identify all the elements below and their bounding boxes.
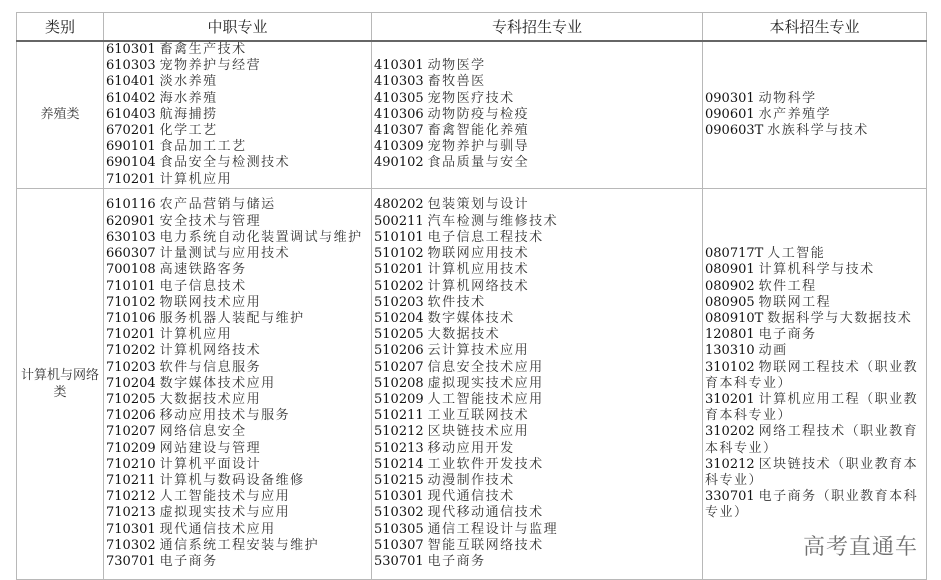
list-item bbox=[374, 376, 702, 392]
major-code: 130310 bbox=[705, 343, 755, 359]
major-name: 计算机平面设计 bbox=[159, 456, 262, 472]
major-name: 物联网工程技术（职业教育本科专业） bbox=[705, 359, 919, 391]
list-item bbox=[374, 360, 702, 376]
watermark: 高考直通车 bbox=[803, 535, 919, 560]
major-name: 动物科学 bbox=[758, 90, 817, 106]
major-name: 海水养殖 bbox=[159, 90, 218, 106]
list-item bbox=[374, 230, 702, 246]
major-name: 水产养殖学 bbox=[758, 106, 832, 122]
table-row bbox=[17, 41, 927, 188]
major-code: 510102 bbox=[374, 246, 424, 262]
major-code: 510213 bbox=[374, 440, 424, 456]
major-code: 610402 bbox=[106, 90, 156, 106]
major-name: 农产品营销与储运 bbox=[159, 197, 276, 213]
list-item bbox=[374, 91, 702, 107]
major-code: 610116 bbox=[106, 197, 156, 213]
list-item bbox=[374, 392, 702, 408]
major-code: 690101 bbox=[106, 139, 156, 155]
major-name: 物联网工程 bbox=[758, 294, 832, 310]
major-name: 计算机应用技术 bbox=[427, 262, 530, 278]
major-name: 电子信息技术 bbox=[159, 278, 247, 294]
major-name: 网络信息安全 bbox=[159, 424, 247, 440]
major-name: 畜牧兽医 bbox=[427, 74, 486, 90]
major-name: 动物防疫与检疫 bbox=[427, 106, 530, 122]
major-name: 工业互联网技术 bbox=[427, 408, 530, 424]
list-item bbox=[106, 295, 371, 311]
major-name: 计算机应用 bbox=[159, 171, 233, 187]
major-code: 510307 bbox=[374, 537, 424, 553]
major-name: 汽车检测与维修技术 bbox=[427, 213, 559, 229]
list-item bbox=[106, 197, 371, 213]
major-code: 510207 bbox=[374, 359, 424, 375]
major-name: 大数据技术应用 bbox=[159, 391, 262, 407]
major-code: 630103 bbox=[106, 229, 156, 245]
major-name: 电子商务 bbox=[427, 553, 486, 569]
major-code: 510203 bbox=[374, 294, 424, 310]
major-name: 淡水养殖 bbox=[159, 74, 218, 90]
list-item bbox=[374, 441, 702, 457]
major-code: 510201 bbox=[374, 262, 424, 278]
major-name: 计算机与数码设备维修 bbox=[159, 472, 305, 488]
major-code: 310212 bbox=[705, 456, 755, 472]
category-cell: 养殖类 bbox=[17, 41, 104, 188]
list-item bbox=[374, 214, 702, 230]
list-item bbox=[106, 74, 371, 90]
list-item bbox=[374, 489, 702, 505]
major-name: 电子商务（职业教育本科专业） bbox=[705, 489, 919, 521]
major-code: 710205 bbox=[106, 391, 156, 407]
major-code: 090301 bbox=[705, 90, 755, 106]
major-name: 高速铁路客务 bbox=[159, 262, 247, 278]
major-code: 710207 bbox=[106, 424, 156, 440]
major-code: 710211 bbox=[106, 472, 156, 488]
major-name: 数字媒体技术 bbox=[427, 310, 515, 326]
list-item bbox=[374, 58, 702, 74]
major-code: 510202 bbox=[374, 278, 424, 294]
major-name: 通信工程设计与监理 bbox=[427, 521, 559, 537]
list-item bbox=[374, 311, 702, 327]
list-item bbox=[374, 74, 702, 90]
major-name: 区块链技术应用 bbox=[427, 424, 530, 440]
list-item bbox=[374, 155, 702, 171]
list-item bbox=[106, 58, 371, 74]
header-row bbox=[17, 13, 927, 42]
major-name: 化学工艺 bbox=[159, 123, 218, 139]
list-item bbox=[106, 505, 371, 521]
major-code: 710201 bbox=[106, 327, 156, 343]
major-code: 510215 bbox=[374, 472, 424, 488]
list-item bbox=[106, 424, 371, 440]
list-item bbox=[374, 139, 702, 155]
list-item bbox=[705, 246, 926, 262]
list-item bbox=[374, 505, 702, 521]
major-name: 人工智能 bbox=[767, 246, 826, 262]
major-code: 510206 bbox=[374, 343, 424, 359]
major-name: 区块链技术（职业教育本科专业） bbox=[705, 456, 919, 488]
list-item bbox=[374, 262, 702, 278]
list-item bbox=[106, 522, 371, 538]
list-item bbox=[705, 279, 926, 295]
major-code: 710106 bbox=[106, 310, 156, 326]
list-item bbox=[106, 311, 371, 327]
major-name: 电子商务 bbox=[758, 327, 817, 343]
major-name: 数字媒体技术应用 bbox=[159, 375, 276, 391]
major-code: 090601 bbox=[705, 106, 755, 122]
list-item bbox=[106, 262, 371, 278]
major-code: 700108 bbox=[106, 262, 156, 278]
major-name: 动物医学 bbox=[427, 58, 486, 74]
major-name: 现代通信技术 bbox=[427, 489, 515, 505]
major-name: 包装策划与设计 bbox=[427, 197, 530, 213]
header-zhongzhi: 中职专业 bbox=[104, 13, 372, 42]
major-name: 现代通信技术应用 bbox=[159, 521, 276, 537]
major-code: 610303 bbox=[106, 58, 156, 74]
list-item bbox=[106, 408, 371, 424]
major-name: 通信系统工程安装与维护 bbox=[159, 537, 320, 553]
major-code: 410309 bbox=[374, 139, 424, 155]
list-item bbox=[374, 424, 702, 440]
major-name: 航海捕捞 bbox=[159, 106, 218, 122]
list-item bbox=[106, 360, 371, 376]
major-code: 610301 bbox=[106, 42, 156, 57]
major-name: 动画 bbox=[758, 343, 788, 359]
major-name: 大数据技术 bbox=[427, 327, 501, 343]
major-code: 510211 bbox=[374, 408, 424, 424]
list-item bbox=[106, 376, 371, 392]
list-item bbox=[106, 343, 371, 359]
major-code: 710101 bbox=[106, 278, 156, 294]
major-name: 计算机网络技术 bbox=[427, 278, 530, 294]
list-item bbox=[374, 554, 702, 570]
major-code: 620901 bbox=[106, 213, 156, 229]
major-name: 计算机应用 bbox=[159, 327, 233, 343]
list-item bbox=[374, 343, 702, 359]
major-code: 310102 bbox=[705, 359, 755, 375]
major-code: 500211 bbox=[374, 213, 424, 229]
major-code: 530701 bbox=[374, 553, 424, 569]
major-name: 物联网技术应用 bbox=[159, 294, 262, 310]
list-item bbox=[374, 197, 702, 213]
major-code: 510208 bbox=[374, 375, 424, 391]
major-name: 食品质量与安全 bbox=[427, 155, 530, 171]
benke-list bbox=[703, 41, 927, 188]
major-name: 宠物医疗技术 bbox=[427, 90, 515, 106]
list-item bbox=[106, 107, 371, 123]
major-name: 软件与信息服务 bbox=[159, 359, 262, 375]
major-code: 710209 bbox=[106, 440, 156, 456]
major-code: 610401 bbox=[106, 74, 156, 90]
major-name: 移动应用技术与服务 bbox=[159, 408, 291, 424]
list-item bbox=[374, 457, 702, 473]
list-item bbox=[374, 522, 702, 538]
list-item bbox=[106, 538, 371, 554]
list-item bbox=[106, 91, 371, 107]
major-name: 畜禽智能化养殖 bbox=[427, 123, 530, 139]
major-code: 510204 bbox=[374, 310, 424, 326]
major-code: 510305 bbox=[374, 521, 424, 537]
major-name: 软件工程 bbox=[758, 278, 817, 294]
list-item bbox=[374, 295, 702, 311]
major-name: 服务机器人装配与维护 bbox=[159, 310, 305, 326]
major-name: 畜禽生产技术 bbox=[159, 42, 247, 57]
list-item bbox=[705, 123, 926, 139]
list-item bbox=[374, 327, 702, 343]
header-benke: 本科招生专业 bbox=[703, 13, 927, 42]
majors-table bbox=[16, 12, 927, 580]
benke-list bbox=[703, 188, 927, 579]
list-item bbox=[705, 489, 926, 521]
major-name: 安全技术与管理 bbox=[159, 213, 262, 229]
list-item bbox=[705, 327, 926, 343]
list-item bbox=[705, 392, 926, 424]
list-item bbox=[705, 311, 926, 327]
major-name: 移动应用开发 bbox=[427, 440, 515, 456]
list-item bbox=[374, 408, 702, 424]
list-item bbox=[106, 246, 371, 262]
major-code: 670201 bbox=[106, 123, 156, 139]
major-code: 710213 bbox=[106, 505, 156, 521]
major-name: 虚拟现实技术应用 bbox=[427, 375, 544, 391]
major-name: 云计算技术应用 bbox=[427, 343, 530, 359]
list-item bbox=[374, 538, 702, 554]
major-name: 电子商务 bbox=[159, 553, 218, 569]
list-item bbox=[106, 327, 371, 343]
major-code: 410305 bbox=[374, 90, 424, 106]
list-item bbox=[106, 139, 371, 155]
major-code: 120801 bbox=[705, 327, 755, 343]
major-name: 软件技术 bbox=[427, 294, 486, 310]
major-code: 510101 bbox=[374, 229, 424, 245]
major-name: 计算机网络技术 bbox=[159, 343, 262, 359]
category-cell: 计算机与网络类 bbox=[17, 188, 104, 579]
major-code: 710212 bbox=[106, 489, 156, 505]
header-zhuanke: 专科招生专业 bbox=[372, 13, 703, 42]
major-name: 网站建设与管理 bbox=[159, 440, 262, 456]
list-item bbox=[705, 262, 926, 278]
major-name: 人工智能技术应用 bbox=[427, 391, 544, 407]
major-name: 宠物养护与驯导 bbox=[427, 139, 530, 155]
major-code: 080910T bbox=[705, 310, 764, 326]
major-code: 510205 bbox=[374, 327, 424, 343]
major-name: 食品安全与检测技术 bbox=[159, 155, 291, 171]
major-code: 710302 bbox=[106, 537, 156, 553]
list-item bbox=[106, 457, 371, 473]
list-item bbox=[374, 123, 702, 139]
major-name: 智能互联网络技术 bbox=[427, 537, 544, 553]
major-code: 510302 bbox=[374, 505, 424, 521]
major-code: 690104 bbox=[106, 155, 156, 171]
major-code: 710206 bbox=[106, 408, 156, 424]
major-code: 710210 bbox=[106, 456, 156, 472]
list-item bbox=[106, 214, 371, 230]
major-name: 工业软件开发技术 bbox=[427, 456, 544, 472]
list-item bbox=[705, 343, 926, 359]
major-name: 电子信息工程技术 bbox=[427, 229, 544, 245]
major-name: 计量测试与应用技术 bbox=[159, 246, 291, 262]
major-code: 330701 bbox=[705, 489, 755, 505]
list-item bbox=[106, 554, 371, 570]
major-name: 食品加工工艺 bbox=[159, 139, 247, 155]
list-item bbox=[106, 123, 371, 139]
major-code: 710203 bbox=[106, 359, 156, 375]
list-item bbox=[374, 473, 702, 489]
major-code: 080901 bbox=[705, 262, 755, 278]
zhuanke-list bbox=[372, 188, 703, 579]
list-item bbox=[106, 155, 371, 171]
major-name: 现代移动通信技术 bbox=[427, 505, 544, 521]
major-name: 数据科学与大数据技术 bbox=[767, 310, 913, 326]
major-name: 水族科学与技术 bbox=[767, 123, 869, 139]
major-code: 510301 bbox=[374, 489, 424, 505]
major-name: 物联网应用技术 bbox=[427, 246, 530, 262]
list-item bbox=[106, 42, 371, 58]
major-name: 计算机应用工程（职业教育本科专业） bbox=[705, 391, 919, 424]
list-item bbox=[106, 230, 371, 246]
major-code: 710301 bbox=[106, 521, 156, 537]
major-code: 410303 bbox=[374, 74, 424, 90]
major-code: 660307 bbox=[106, 246, 156, 262]
list-item bbox=[705, 360, 926, 392]
major-code: 080902 bbox=[705, 278, 755, 294]
major-code: 710201 bbox=[106, 171, 156, 187]
header-category: 类别 bbox=[17, 13, 104, 42]
list-item bbox=[705, 295, 926, 311]
list-item bbox=[374, 246, 702, 262]
table-row bbox=[17, 188, 927, 579]
list-item bbox=[106, 489, 371, 505]
list-item bbox=[106, 441, 371, 457]
major-code: 730701 bbox=[106, 553, 156, 569]
major-name: 信息安全技术应用 bbox=[427, 359, 544, 375]
list-item bbox=[705, 107, 926, 123]
list-item bbox=[374, 279, 702, 295]
major-code: 510212 bbox=[374, 424, 424, 440]
major-code: 310202 bbox=[705, 424, 755, 440]
major-code: 090603T bbox=[705, 123, 764, 139]
list-item bbox=[106, 392, 371, 408]
major-code: 710204 bbox=[106, 375, 156, 391]
major-code: 510214 bbox=[374, 456, 424, 472]
list-item bbox=[705, 91, 926, 107]
list-item bbox=[705, 424, 926, 456]
zhongzhi-list bbox=[104, 188, 372, 579]
list-item bbox=[106, 172, 371, 188]
major-code: 080905 bbox=[705, 294, 755, 310]
major-code: 710202 bbox=[106, 343, 156, 359]
major-name: 宠物养护与经营 bbox=[159, 58, 262, 74]
major-code: 710102 bbox=[106, 294, 156, 310]
major-code: 410307 bbox=[374, 123, 424, 139]
major-code: 490102 bbox=[374, 155, 424, 171]
major-code: 410301 bbox=[374, 58, 424, 74]
list-item bbox=[106, 473, 371, 489]
major-name: 网络工程技术（职业教育本科专业） bbox=[705, 424, 919, 456]
major-name: 电力系统自动化装置调试与维护 bbox=[159, 229, 363, 245]
zhongzhi-list bbox=[104, 41, 372, 188]
major-code: 410306 bbox=[374, 106, 424, 122]
major-code: 510209 bbox=[374, 391, 424, 407]
major-name: 虚拟现实技术与应用 bbox=[159, 505, 291, 521]
major-name: 动漫制作技术 bbox=[427, 472, 515, 488]
list-item bbox=[106, 279, 371, 295]
major-code: 310201 bbox=[705, 391, 755, 407]
major-name: 计算机科学与技术 bbox=[758, 262, 875, 278]
list-item bbox=[705, 457, 926, 489]
major-code: 480202 bbox=[374, 197, 424, 213]
list-item bbox=[374, 107, 702, 123]
zhuanke-list bbox=[372, 41, 703, 188]
major-name: 人工智能技术与应用 bbox=[159, 489, 291, 505]
major-code: 080717T bbox=[705, 246, 764, 262]
major-code: 610403 bbox=[106, 106, 156, 122]
